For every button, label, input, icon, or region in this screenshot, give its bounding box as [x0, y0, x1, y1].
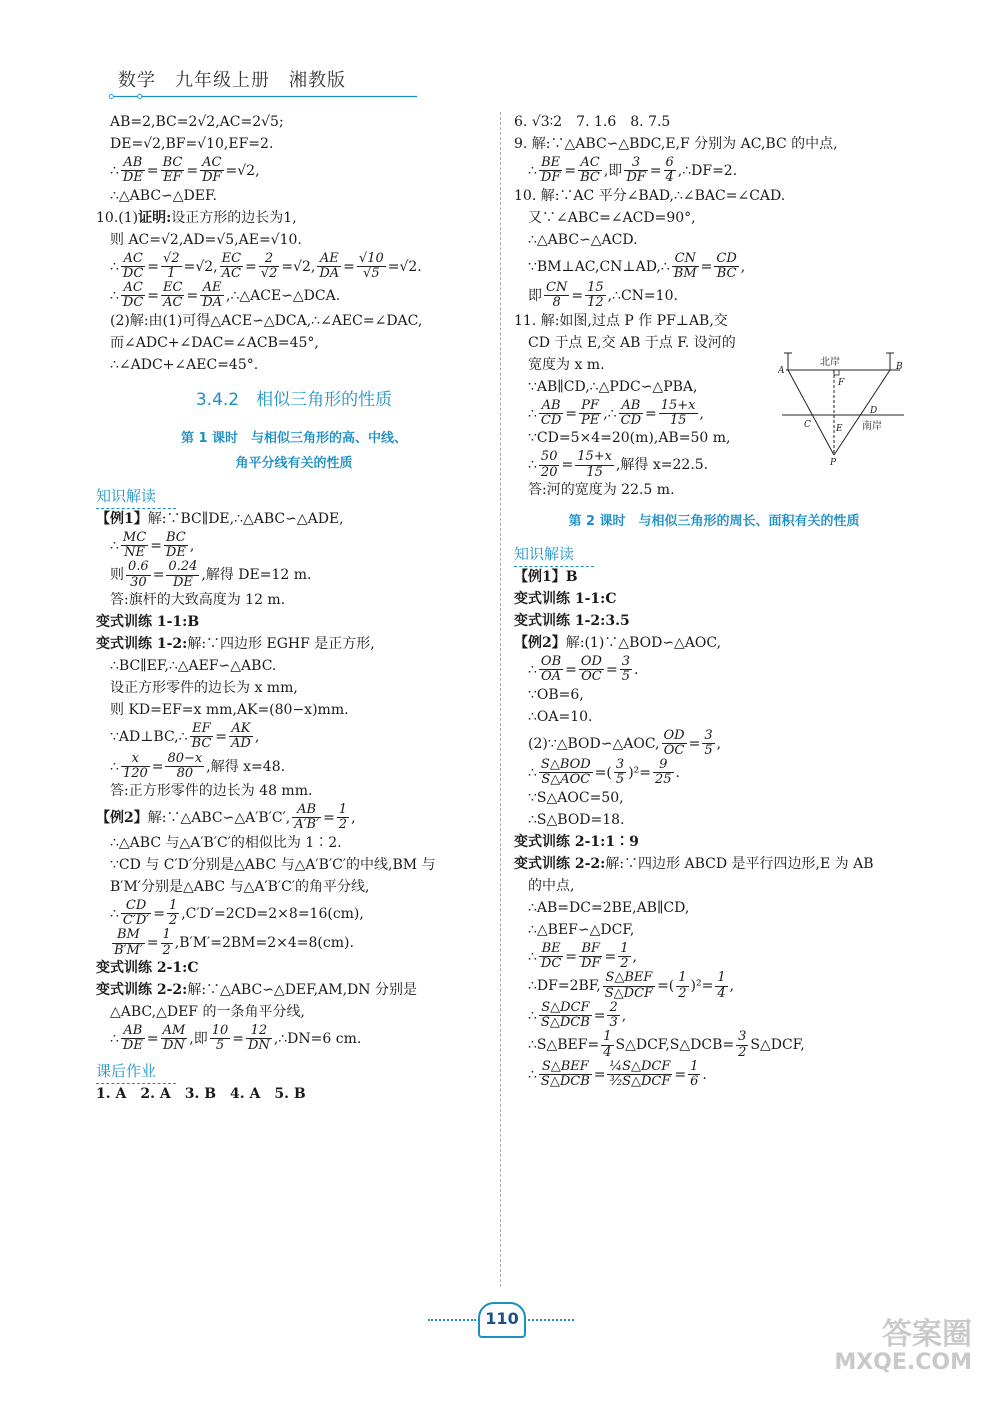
equation-line: ∵AD⊥BC,∴ $\frac{EF}{BC}$ = $\frac{AK}{AD}$ ,	[110, 720, 260, 752]
text-line: (2)解:由(1)可得△ACE∽△DCA,∴∠AEC=∠DAC,	[110, 312, 423, 329]
label-F: F	[838, 378, 845, 388]
equation-line: ∴ $\frac{OB}{OA}$ = $\frac{OD}{OC}$ = $\frac{3}{5}$ .	[528, 653, 639, 685]
text-line: 而∠ADC+∠DAC=∠ACB=45°,	[110, 334, 319, 351]
equation-line: 即 $\frac{CN}{8}$ = $\frac{15}{12}$ ,∴CN=10.	[528, 280, 678, 311]
question-9: 9. 解:∵△ABC∽△BDC,E,F 分别为 AC,BC 的中点,	[514, 136, 838, 152]
variant-1-2: 变式训练 1-2:解:∵四边形 EGHF 是正方形,	[96, 635, 375, 652]
equation-line: ∴S△BEF= $\frac{1}{4}$ S△DCF,S△DCB= $\frac{3}{2}$ S△DCF,	[528, 1029, 805, 1060]
equation-line: ∵BM⊥AC,CN⊥AD,∴ $\frac{CN}{BM}$ = $\frac{CD}{BC}$ ,	[528, 250, 746, 281]
example-2: 【例2】解:(1)∵△BOD∽△AOC,	[514, 634, 722, 651]
label-D: D	[870, 406, 878, 416]
footer-line-left	[428, 1319, 476, 1321]
section-heading: 知识解读	[514, 543, 594, 567]
text-line: 的中点,	[528, 877, 575, 894]
variant-2-1: 变式训练 2-1:C	[96, 959, 199, 976]
text-line: △ABC,△DEF 的一条角平分线,	[110, 1003, 305, 1020]
lesson-title: 第 2 课时 与相似三角形的周长、面积有关的性质	[568, 513, 860, 529]
header-decor-line	[78, 94, 448, 99]
text-line: ∴OA=10.	[528, 708, 593, 725]
text-line: 又∵∠ABC=∠ACD=90°,	[528, 209, 696, 226]
label-north-bank: 北岸	[820, 357, 840, 368]
equation-line: ∴ $\frac{AC}{DC}$ = $\frac{√2}{1}$ =√2, $\frac{EC}{AC}$ = $\frac{2}{√2}$ =√2, $\frac{AE}{DA}$ = $\frac{√10}{√5}$ =√2.	[110, 250, 422, 281]
variant-2-2: 变式训练 2-2:解:∵四边形 ABCD 是平行四边形,E 为 AB	[514, 855, 874, 872]
equation-line: ∴ $\frac{BE}{DC}$ = $\frac{BF}{DF}$ = $\frac{1}{2}$ ,	[528, 940, 637, 971]
text-line: 6. √3∶2 7. 1.6 8. 7.5	[514, 114, 671, 130]
question-11: 11. 解:如图,过点 P 作 PF⊥AB,交	[514, 312, 728, 329]
label-E: E	[836, 424, 843, 434]
variant-1-1: 变式训练 1-1:B	[96, 613, 200, 630]
equation-line: ∴ $\frac{MC}{NE}$ = $\frac{BC}{DE}$ ,	[110, 529, 195, 561]
column-divider	[500, 112, 501, 1287]
left-column	[96, 112, 492, 1106]
equation-line: $\frac{BM}{B'M'}$ = $\frac{1}{2}$ ,B′M′=2BM=2×4=8(cm).	[114, 927, 354, 958]
variant-2-1: 变式训练 2-1:1∶9	[514, 833, 639, 850]
text-line: ∴BC∥EF,∴△AEF∽△ABC.	[110, 657, 277, 674]
equation-line: ∴ $\frac{AC}{DC}$ = $\frac{EC}{AC}$ = $\frac{AE}{DA}$ ,∴△ACE∽△DCA.	[110, 280, 341, 311]
equation-line: ∴ $\frac{CD}{C'D'}$ = $\frac{1}{2}$ ,C′D′=2CD=2×8=16(cm),	[110, 897, 364, 929]
label-south-bank: 南岸	[862, 421, 882, 432]
variant-1-2: 变式训练 1-2:3.5	[514, 612, 630, 629]
fraction: $\frac{AB}{DE}$	[122, 155, 143, 186]
text-line: CD 于点 E,交 AB 于点 F. 设河的	[528, 334, 736, 351]
section-heading: 知识解读	[96, 485, 176, 509]
example-1: 【例1】解:∵BC∥DE,∴△ABC∽△ADE,	[96, 510, 344, 527]
example-1: 【例1】B	[514, 568, 578, 585]
equation-line: ∴ $\frac{x}{120}$ = $\frac{80-x}{80}$ ,解得 x=48.	[110, 750, 286, 781]
text-line: 答:河的宽度为 22.5 m.	[528, 481, 675, 498]
section-heading: 课后作业	[96, 1060, 176, 1084]
text-line: ∴△ABC∽△ACD.	[528, 231, 638, 248]
equation-line: ∴ $\frac{AB}{DE}$ = $\frac{AM}{DN}$ ,即 $\frac{10}{5}$ = $\frac{12}{DN}$ ,∴DN=6 cm.	[110, 1022, 362, 1054]
text-line: 设正方形零件的边长为 x mm,	[110, 679, 298, 696]
text-line: 答:正方形零件的边长为 48 mm.	[110, 783, 313, 800]
text-line: ∴AB=DC=2BE,AB∥CD,	[528, 899, 690, 916]
equation-line: ∴ $\frac{AB}{CD}$ = $\frac{PF}{PE}$ ,∴ $\frac{AB}{CD}$ = $\frac{15+x}{15}$ ,	[528, 397, 704, 429]
variant-1-1: 变式训练 1-1:C	[514, 590, 617, 607]
label-A: A	[778, 366, 785, 376]
right-column	[514, 112, 914, 1090]
text-line: AB=2,BC=2√2,AC=2√5;	[110, 114, 284, 130]
equation-line: ∴ $\frac{50}{20}$ = $\frac{15+x}{15}$ ,解得 x=22.5.	[528, 449, 709, 480]
text-line: ∵S△AOC=50,	[528, 789, 624, 806]
fraction: $\frac{AC}{DF}$	[202, 155, 222, 186]
example-2: 【例2】解:∵△ABC∽△A′B′C′, $\frac{AB}{A'B'}$ = $\frac{1}{2}$ ,	[96, 802, 356, 833]
text-line: ∵OB=6,	[528, 686, 584, 703]
text-line: 宽度为 x m.	[528, 356, 605, 373]
equation-line: ∴ $\frac{BE}{DF}$ = $\frac{AC}{BC}$ ,即 $\frac{3}{DF}$ = $\frac{6}{4}$ ,∴DF=2.	[528, 155, 738, 186]
text-line: 则 AC=√2,AD=√5,AE=√10.	[110, 231, 302, 248]
text-line: DE=√2,BF=√10,EF=2.	[110, 136, 274, 152]
text-line: ∴△ABC 与△A′B′C′的相似比为 1∶2.	[110, 834, 342, 851]
footer-line-right	[524, 1319, 574, 1321]
text-line: ∴∠ADC+∠AEC=45°.	[110, 356, 259, 373]
page-number: 110	[478, 1302, 526, 1338]
equation-line: ∴ $\frac{\text{S△DCF}}{\text{S△DCB}}$ = $\frac{2}{3}$ ,	[528, 999, 627, 1031]
label-C: C	[804, 420, 811, 430]
text-line: B′M′分别是△ABC 与△A′B′C′的角平分线,	[110, 878, 370, 895]
text-line: ∴△ABC∽△DEF.	[110, 187, 217, 204]
label-P: P	[830, 458, 837, 465]
river-diagram	[778, 345, 908, 465]
text-line: ∴S△BOD=18.	[528, 811, 625, 828]
equation-line: 则 $\frac{0.6}{30}$ = $\frac{0.24}{DE}$ ,解得 DE=12 m.	[110, 559, 312, 590]
text-line: 答:旗杆的大致高度为 12 m.	[110, 591, 286, 608]
lesson-title: 第 1 课时 与相似三角形的高、中线、 角平分线有关的性质	[180, 431, 408, 471]
variant-2-2: 变式训练 2-2:解:∵△ABC∽△DEF,AM,DN 分别是	[96, 981, 417, 998]
homework-answers: 1. A 2. A 3. B 4. A 5. B	[96, 1085, 306, 1102]
question-10: 10. 解:∵AC 平分∠BAD,∴∠BAC=∠CAD.	[514, 187, 786, 204]
equation-line: ∴ $\frac{\text{S△BEF}}{\text{S△DCB}}$ = $\frac{\text{¼S△DCF}}{\text{³⁄₂S△DCF}}$ = $\frac{1}{6}$ .	[528, 1059, 707, 1090]
text-line: 则 KD=EF=x mm,AK=(80−x)mm.	[110, 701, 349, 718]
text-line: ∵CD=5×4=20(m),AB=50 m,	[528, 430, 731, 447]
question-10: 10.(1)证明:设正方形的边长为1,	[96, 209, 297, 226]
text-line: ∴△BEF∽△DCF,	[528, 921, 635, 938]
section-title: 3.4.2 相似三角形的性质	[195, 389, 393, 410]
text-line: ∵CD 与 C′D′分别是△ABC 与△A′B′C′的中线,BM 与	[110, 856, 436, 873]
text-line: ∵AB∥CD,∴△PDC∽△PBA,	[528, 378, 698, 395]
equation-line: ∴DF=2BF, $\frac{\text{S△BEF}}{\text{S△DCF}}$ =( $\frac{1}{2}$ )²= $\frac{1}{4}$ ,	[528, 970, 735, 1001]
fraction: $\frac{BC}{EF}$	[162, 155, 183, 186]
equation-line: (2)∵△BOD∽△AOC, $\frac{OD}{OC}$ = $\frac{3}{5}$ ,	[528, 727, 722, 758]
label-B: B	[896, 362, 903, 372]
page-header: 数学 九年级上册 湘教版	[118, 70, 346, 91]
equation-line: ∴ $\frac{AB}{DE}$ = $\frac{BC}{EF}$ = $\frac{AC}{DF}$ =√2,	[110, 155, 260, 186]
watermark: 答案圈 MXQE.COM	[834, 1317, 972, 1375]
equation-line: ∴ $\frac{\text{S△BOD}}{\text{S△AOC}}$ =( $\frac{3}{5}$ )²= $\frac{9}{25}$ .	[528, 757, 680, 788]
